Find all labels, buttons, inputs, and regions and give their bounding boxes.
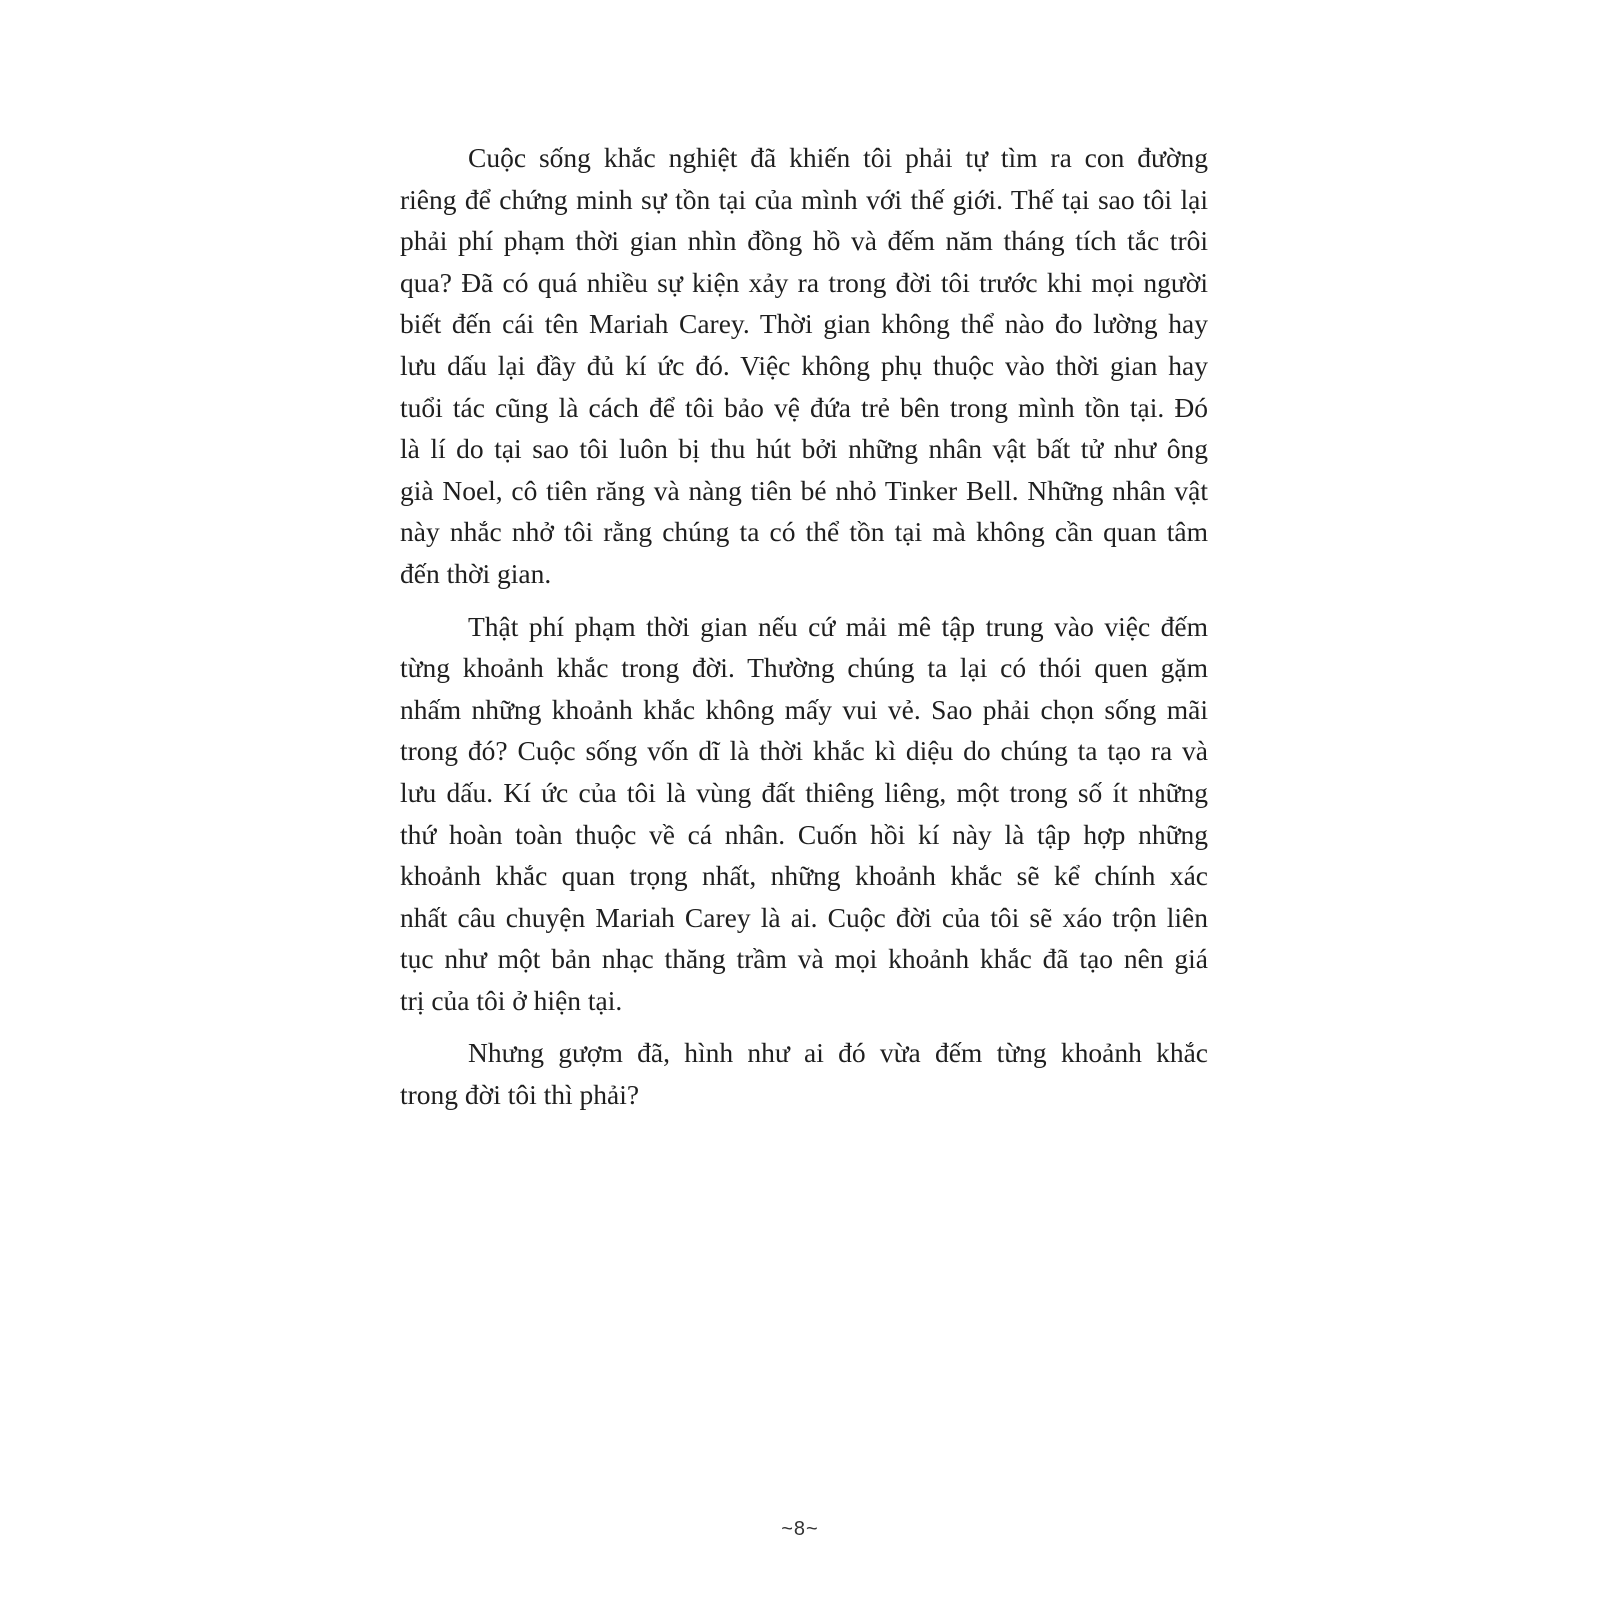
text-line: trong đó? Cuộc sống vốn dĩ là thời khắc kì diệu do chúng ta tạo ra và <box>400 735 1208 767</box>
text-line: lưu dấu lại đầy đủ kí ức đó. Việc không phụ thuộc vào thời gian hay <box>400 349 1208 381</box>
text-line: nhất câu chuyện Mariah Carey là ai. Cuộc đời của tôi sẽ xáo trộn liên <box>400 901 1208 933</box>
text-line: nhấm những khoảnh khắc không mấy vui vẻ. Sao phải chọn sống mãi <box>400 693 1208 725</box>
text-line: thứ hoàn toàn thuộc về cá nhân. Cuốn hồi kí này là tập hợp những <box>400 818 1208 850</box>
text-line: lưu dấu. Kí ức của tôi là vùng đất thiêng liêng, một trong số ít những <box>400 776 1208 808</box>
paragraph <box>400 606 1208 1022</box>
text-line: Nhưng gượm đã, hình như ai đó vừa đếm từng khoảnh khắc <box>468 1037 1208 1069</box>
text-line: Cuộc sống khắc nghiệt đã khiến tôi phải tự tìm ra con đường <box>468 142 1208 173</box>
page-number: ~8~ <box>781 1518 819 1540</box>
text-line: trị của tôi ở hiện tại. <box>400 984 623 1016</box>
text-line: qua? Đã có quá nhiều sự kiện xảy ra trong đời tôi trước khi mọi người <box>400 266 1208 298</box>
paragraph <box>400 1032 1208 1115</box>
text-line: Thật phí phạm thời gian nếu cứ mải mê tập trung vào việc đếm <box>468 610 1208 642</box>
text-line: khoảnh khắc quan trọng nhất, những khoảnh khắc sẽ kể chính xác <box>400 860 1208 892</box>
text-line: đến thời gian. <box>400 557 552 589</box>
paragraph <box>400 137 1208 595</box>
text-line: phải phí phạm thời gian nhìn đồng hồ và đếm năm tháng tích tắc trôi <box>400 225 1208 257</box>
text-line: từng khoảnh khắc trong đời. Thường chúng ta lại có thói quen gặm <box>400 652 1208 684</box>
text-line: biết đến cái tên Mariah Carey. Thời gian không thể nào đo lường hay <box>400 308 1208 340</box>
text-line: già Noel, cô tiên răng và nàng tiên bé nhỏ Tinker Bell. Những nhân vật <box>400 474 1208 506</box>
text-line: này nhắc nhở tôi rằng chúng ta có thể tồn tại mà không cần quan tâm <box>400 516 1208 548</box>
text-line: tục như một bản nhạc thăng trầm và mọi khoảnh khắc đã tạo nên giá <box>400 943 1208 975</box>
text-line: là lí do tại sao tôi luôn bị thu hút bởi những nhân vật bất tử như ông <box>400 433 1208 465</box>
text-line: tuổi tác cũng là cách để tôi bảo vệ đứa trẻ bên trong mình tồn tại. Đó <box>400 391 1208 423</box>
text-line: trong đời tôi thì phải? <box>400 1079 640 1111</box>
body-text <box>400 137 1208 1116</box>
text-line: riêng để chứng minh sự tồn tại của mình với thế giới. Thế tại sao tôi lại <box>400 183 1208 215</box>
